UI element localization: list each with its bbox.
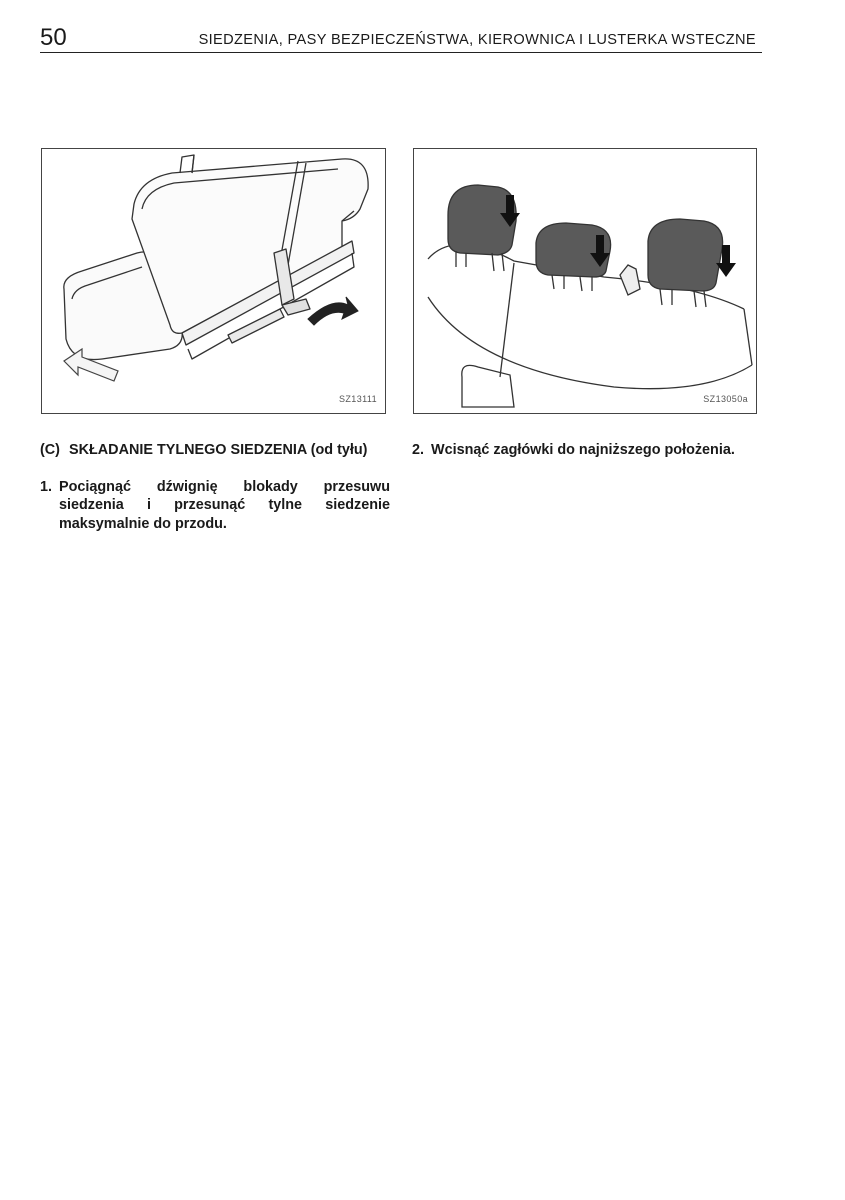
- page-number: 50: [40, 24, 67, 51]
- headrest-illustration: [414, 149, 757, 414]
- step-1-text: Pociągnąć dźwignię blokady przesuwu siedzenia i przesunąć tylne siedzenie maksymalnie do przodu.: [59, 478, 390, 532]
- section-marker: (C): [40, 442, 60, 458]
- step-1: [40, 478, 390, 534]
- figure-headrests: [413, 148, 757, 414]
- section-heading: [40, 441, 390, 460]
- figure-code: SZ13111: [339, 394, 377, 404]
- step-2-text: Wcisnąć zagłówki do najniższego położenia.: [431, 442, 735, 458]
- page-header: [40, 26, 762, 53]
- step-2: [412, 441, 772, 460]
- right-column: [412, 441, 772, 460]
- curved-arrow-icon: [308, 297, 358, 325]
- step-1-marker: 1.: [40, 478, 53, 495]
- section-title: SKŁADANIE TYLNEGO SIEDZENIA (od tyłu): [69, 442, 368, 458]
- left-column: [40, 441, 390, 533]
- figure-code: SZ13050a: [703, 394, 748, 404]
- step-2-marker: 2.: [412, 442, 425, 458]
- chapter-title: SIEDZENIA, PASY BEZPIECZEŃSTWA, KIEROWNICA I LUSTERKA WSTECZNE: [198, 32, 756, 48]
- seat-illustration: [42, 149, 386, 414]
- figure-seat-lever: [41, 148, 386, 414]
